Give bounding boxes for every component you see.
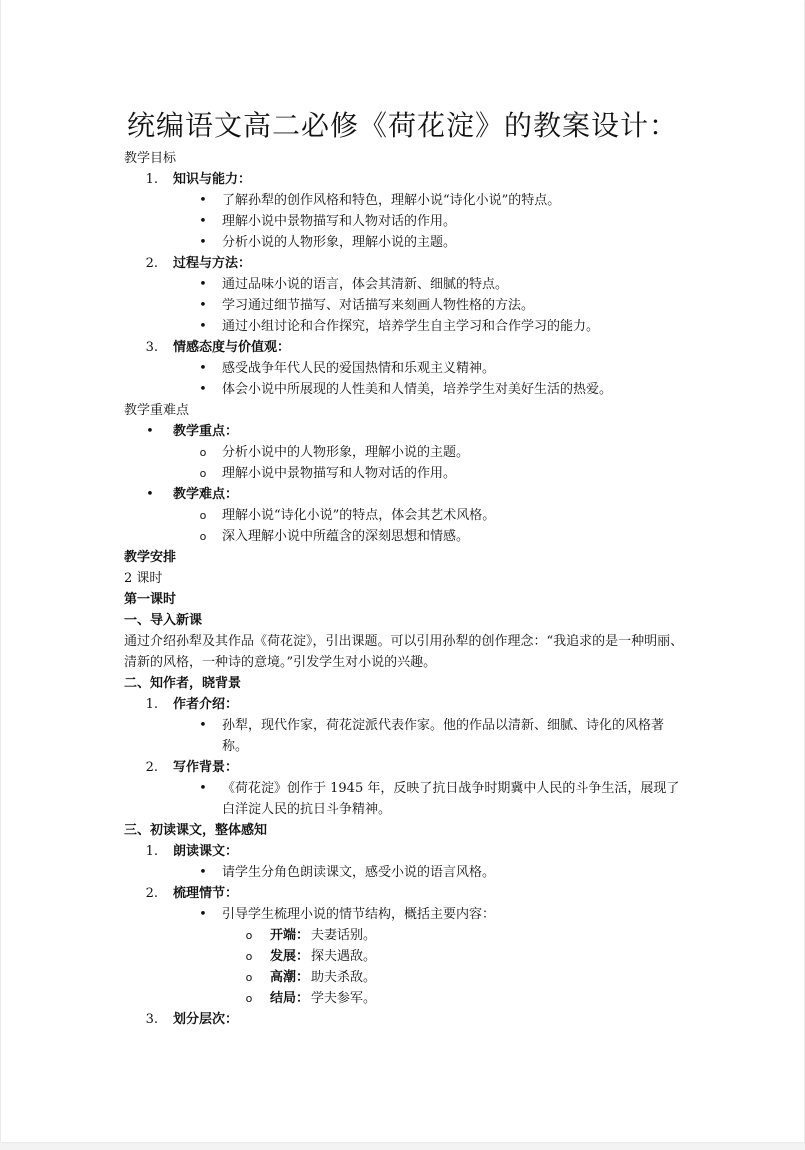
bullet-icon [198, 190, 208, 211]
list-number: 2. [145, 256, 158, 271]
goal-section-heading [124, 253, 689, 274]
bullet-icon [145, 484, 155, 505]
list-item: • 《荷花淀》创作于 1945 年，反映了抗日战争时期冀中人民的斗争生活，展现了白洋淀人民的抗日斗争精神。 [124, 778, 689, 820]
bullet-icon [198, 358, 208, 379]
bullet-icon [198, 211, 208, 232]
bullet-icon [198, 274, 208, 295]
bullet-icon [198, 904, 208, 925]
list-item: o 分析小说中的人物形象，理解小说的主题。 [124, 442, 689, 463]
part-three-heading: 三、初读课文，整体感知 [124, 823, 268, 838]
list-item: • 了解孙犁的创作风格和特色，理解小说“诗化小说”的特点。 [124, 190, 689, 211]
lesson-hours: 2 课时 [124, 571, 163, 586]
list-number: 3. [145, 340, 158, 355]
circle-bullet-icon [198, 526, 208, 547]
goal-section-heading [124, 169, 689, 190]
list-number: 3. [145, 1012, 158, 1027]
section-heading-goals: 教学目标 [124, 151, 177, 166]
part-two-subheading: 2. 写作背景： [124, 757, 689, 778]
circle-bullet-icon [198, 463, 208, 484]
circle-bullet-icon [244, 988, 254, 1009]
circle-bullet-icon [244, 967, 254, 988]
document-page [1, 0, 804, 1142]
bullet-icon [198, 778, 208, 799]
list-item: • 通过品味小说的语言，体会其清新、细腻的特点。 [124, 274, 689, 295]
section-heading-keypoints: 教学重难点 [124, 403, 190, 418]
keypoint-heading: • 教学重点： [124, 421, 689, 442]
list-item: • 学习通过细节描写、对话描写来刻画人物性格的方法。 [124, 295, 689, 316]
lesson-one-heading: 第一课时 [124, 592, 177, 607]
goal-heading-emotion: 情感态度与价值观： [173, 340, 291, 355]
part-one-heading: 一、导入新课 [124, 613, 203, 628]
list-item: • 请学生分角色朗读课文，感受小说的语言风格。 [124, 862, 689, 883]
document-body [124, 148, 689, 1030]
plot-item: o 结局： 学夫参军。 [124, 988, 689, 1009]
bullet-icon [198, 295, 208, 316]
list-item: • 感受战争年代人民的爱国热情和乐观主义精神。 [124, 358, 689, 379]
section-heading-arrangement: 教学安排 [124, 550, 177, 565]
bullet-icon [198, 862, 208, 883]
goal-heading-process: 过程与方法： [173, 256, 252, 271]
bullet-icon [198, 379, 208, 400]
circle-bullet-icon [198, 505, 208, 526]
list-item: o 理解小说“诗化小说”的特点，体会其艺术风格。 [124, 505, 689, 526]
bullet-icon [198, 316, 208, 337]
part-two-subheading: 1. 作者介绍： [124, 694, 689, 715]
goal-section-heading [124, 337, 689, 358]
list-item: o 理解小说中景物描写和人物对话的作用。 [124, 463, 689, 484]
part-two-heading: 二、知作者，晓背景 [124, 676, 242, 691]
bullet-icon [198, 715, 208, 736]
bullet-icon [198, 232, 208, 253]
circle-bullet-icon [198, 442, 208, 463]
bullet-icon [145, 421, 155, 442]
part-three-subheading: 3. 划分层次： [124, 1009, 689, 1030]
list-number: 2. [145, 886, 158, 901]
list-item: • 分析小说的人物形象，理解小说的主题。 [124, 232, 689, 253]
list-item: • 通过小组讨论和合作探究，培养学生自主学习和合作学习的能力。 [124, 316, 689, 337]
list-number: 1. [145, 697, 158, 712]
list-number: 1. [145, 844, 158, 859]
part-three-subheading: 2. 梳理情节： [124, 883, 689, 904]
document-title: 统编语文高二必修《荷花淀》的教案设计： [126, 109, 678, 142]
plot-item: o 开端： 夫妻话别。 [124, 925, 689, 946]
list-item: • 孙犁，现代作家，荷花淀派代表作家。他的作品以清新、细腻、诗化的风格著称。 [124, 715, 689, 757]
part-three-subheading: 1. 朗读课文： [124, 841, 689, 862]
list-number: 2. [145, 760, 158, 775]
goal-heading-knowledge: 知识与能力： [173, 172, 252, 187]
plot-item: o 高潮： 助夫杀敌。 [124, 967, 689, 988]
list-item: • 体会小说中所展现的人性美和人情美，培养学生对美好生活的热爱。 [124, 379, 689, 400]
list-item: o 深入理解小说中所蕴含的深刻思想和情感。 [124, 526, 689, 547]
circle-bullet-icon [244, 946, 254, 967]
list-number: 1. [145, 172, 158, 187]
part-one-paragraph: 通过介绍孙犁及其作品《荷花淀》，引出课题。可以引用孙犁的创作理念：“我追求的是一种明丽、清新的风格，一种诗的意境。”引发学生对小说的兴趣。 [124, 634, 684, 670]
list-item: • 引导学生梳理小说的情节结构，概括主要内容： [124, 904, 689, 925]
circle-bullet-icon [244, 925, 254, 946]
list-item: • 理解小说中景物描写和人物对话的作用。 [124, 211, 689, 232]
keypoint-heading: • 教学难点： [124, 484, 689, 505]
plot-item: o 发展： 探夫遇敌。 [124, 946, 689, 967]
